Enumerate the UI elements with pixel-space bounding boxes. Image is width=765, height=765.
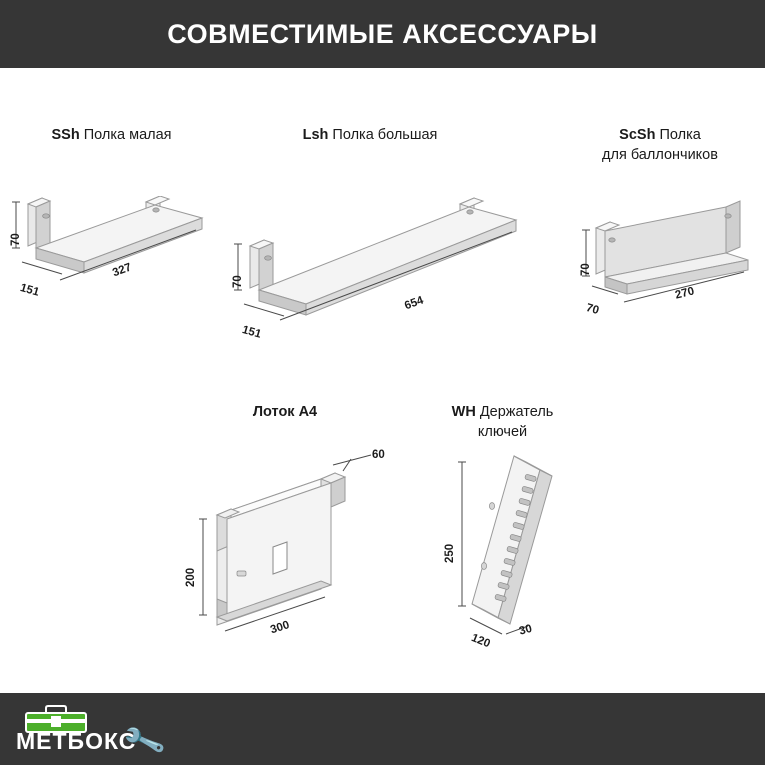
accessory-wh — [410, 403, 595, 442]
accessory-wh-caption — [410, 403, 595, 442]
accessory-wh-dim-height: 250 — [444, 543, 456, 563]
accessory-wh-dim-depth: 30 — [518, 622, 534, 638]
wrench-icon: 🔧 — [121, 719, 168, 764]
accessory-scsh-name: Полка — [659, 127, 701, 143]
page-title: СОВМЕСТИМЫЕ АКСЕССУАРЫ — [167, 18, 598, 49]
accessory-scsh-code: ScSh — [619, 127, 656, 143]
wrench-holder-svg — [440, 448, 600, 638]
accessory-ssh-caption — [14, 126, 209, 146]
accessory-scsh-dim-depth: 70 — [584, 302, 601, 318]
footer-bar — [0, 693, 765, 765]
accessory-scsh-drawing — [578, 198, 763, 318]
accessory-lsh-caption — [245, 126, 495, 146]
accessory-ssh — [14, 126, 209, 146]
accessory-lsh-dim-height: 70 — [232, 275, 244, 288]
accessory-wh-code: WH — [451, 404, 476, 420]
accessory-tray-a4-dim-height: 200 — [185, 567, 197, 587]
accessory-tray-a4-drawing — [175, 449, 405, 637]
accessory-scsh-caption — [570, 126, 750, 165]
accessory-ssh-drawing — [6, 196, 211, 316]
accessory-ssh-name: Полка малая — [83, 127, 172, 143]
shelf-cans-svg — [578, 198, 763, 318]
accessory-ssh-dim-depth: 151 — [18, 282, 41, 299]
accessory-scsh-dim-width: 270 — [674, 285, 696, 302]
accessory-lsh-dim-depth: 151 — [240, 324, 263, 341]
accessory-ssh-dim-height: 70 — [10, 233, 22, 246]
accessory-lsh-dim-width: 654 — [403, 294, 426, 313]
accessory-scsh-dim-height: 70 — [580, 263, 592, 276]
accessory-wh-dim-width: 120 — [469, 632, 492, 651]
accessory-tray-a4-dim-width: 300 — [269, 619, 291, 637]
accessory-ssh-dim-width: 327 — [111, 261, 134, 280]
accessory-wh-drawing — [440, 448, 600, 651]
accessory-scsh-name2: для баллончиков — [602, 146, 718, 163]
brand-name: МЕТБОКС — [16, 728, 137, 754]
header-bar — [0, 0, 765, 68]
accessory-wh-name2: ключей — [477, 423, 528, 440]
accessory-lsh — [245, 126, 495, 146]
accessory-tray-a4-dim-depth: 60 — [372, 449, 385, 461]
tray-a4-svg — [175, 453, 405, 633]
accessory-lsh-name: Полка большая — [332, 127, 438, 143]
accessory-wh-name: Держатель — [479, 404, 554, 420]
accessory-lsh-code: Lsh — [302, 127, 329, 143]
accessory-tray-a4-caption — [180, 403, 390, 423]
shelf-large-svg — [228, 196, 528, 321]
accessory-tray-a4 — [180, 403, 390, 423]
accessory-scsh — [570, 126, 750, 165]
accessories-diagram — [0, 68, 765, 693]
accessory-ssh-code: SSh — [51, 127, 80, 143]
accessory-tray-a4-code: Лоток A4 — [252, 404, 318, 420]
brand-logo — [8, 698, 188, 764]
accessory-lsh-drawing — [228, 196, 528, 341]
